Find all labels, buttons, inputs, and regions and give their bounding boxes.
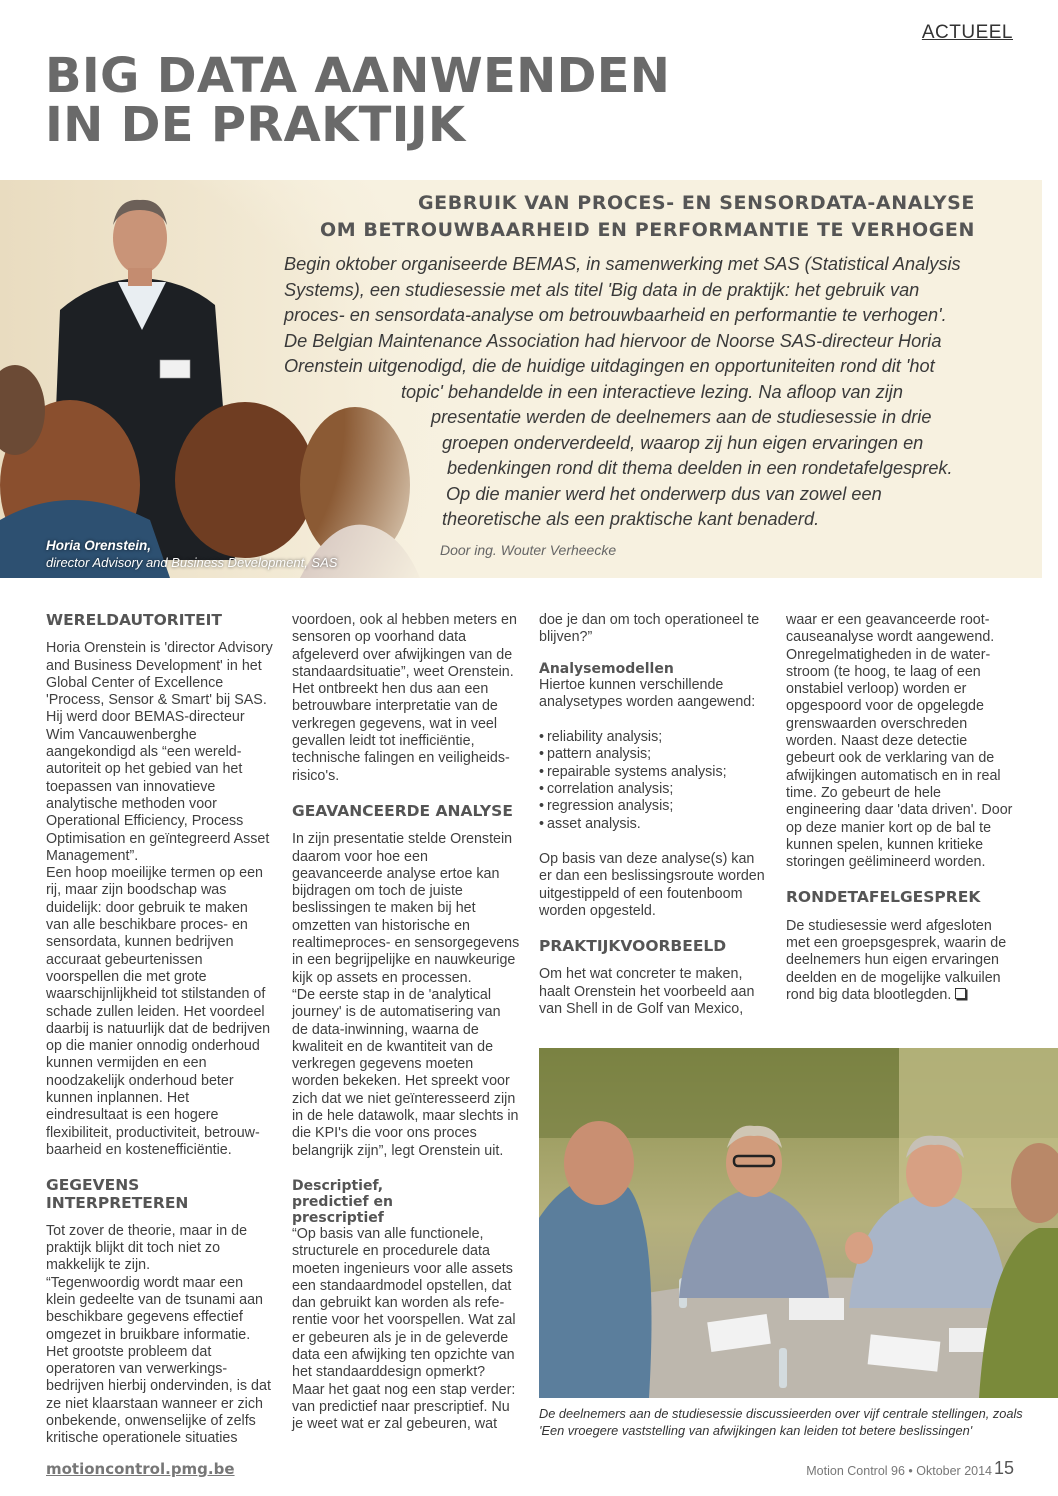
article-headline xyxy=(45,48,671,153)
page-number: 15 xyxy=(993,1458,1014,1478)
paragraph: Hiertoe kunnen verschillende analysetypes worden aangewend: xyxy=(539,676,756,710)
subheading-descriptief: Descriptief, predictief en prescriptief xyxy=(292,1177,393,1226)
article-column-4 xyxy=(786,612,1014,1004)
paragraph: “De eerste stap in de 'analytical journey' is de automatisering van de data-inwinning, waarna de kwaliteit en de kwantiteit van de verkregen gegevens moeten worden bekeken. Het spreekt voor zich dat we niet geïnteresseerd zijn in de hele datawolk, maar slechts in die KPI's die voor ons proces belangrijk zijn”, legt Orenstein uit. xyxy=(292,986,519,1159)
intro-line: Begin oktober organiseerde BEMAS, in samenwerking met SAS (Statistical Analysis xyxy=(284,254,961,274)
list-item: • repairable systems analysis; xyxy=(539,764,767,781)
paragraph: Tot zover de theorie, maar in de praktijk blijkt dit toch niet zo makkelijk te zijn. xyxy=(46,1222,248,1274)
list-item: • regression analysis; xyxy=(539,798,767,815)
article-subtitle xyxy=(300,190,975,244)
analysis-types-list xyxy=(539,729,767,833)
paragraph: Een hoop moeilijke termen op een rij, maar zijn boodschap was duidelijk: door gebruik te maken van alle beschikbare proces- en sensordata, kunnen bedrijven accuraat gebeurtenissen voorspellen die met grote waarschijnlijkheid tot stilstanden of schade zullen leiden. Het voordeel daarbij is natuurlijk dat de bedrijven op die manier onnodig onderhoud kunnen vermijden en een noodzakelijk onderhoud beter kunnen inplannen. Het eindresultaat is een hogere flexibiliteit, productiviteit, betrouwbaarheid en kostenefficiëntie. xyxy=(46,865,271,1158)
paragraph: waar er een geavanceerde root-causeanalyse wordt aangewend. Onregelmatigheden in de waterstroom (te hoog, te laag of een onstabiel verloop) worden er opgespoord voor de opgelegde grenswaarden overschreden worden. Naast deze detectie gebeurt ook de verklaring van de afwijkingen automatisch en in real time. Zo gebeurt de hele engineering daar 'data driven'. Door op deze manier kort op de bal te kunnen spelen, kunnen kritieke storingen geëlimineerd worden. xyxy=(786,612,1013,871)
intro-line: proces- en sensordata-analyse om betrouwbaarheid en performantie te verhogen'. xyxy=(284,305,947,325)
end-mark-icon xyxy=(955,988,966,999)
meeting-photo xyxy=(539,1048,1058,1398)
section-tag: ACTUEEL xyxy=(921,22,1013,43)
issue-info xyxy=(806,1464,992,1478)
heading-gegevens-interpreteren: GEGEVENS INTERPRETEREN xyxy=(46,1176,189,1212)
intro-line: Systems), een studiesessie met als titel 'Big data in de praktijk: het gebruik van xyxy=(284,279,920,300)
intro-line: topic' behandelde in een interactieve lezing. Na afloop van zijn xyxy=(401,381,903,402)
list-item: • asset analysis. xyxy=(539,816,767,833)
website-link[interactable]: motioncontrol.pmg.be xyxy=(46,1460,235,1478)
issue-text: Motion Control 96 • Oktober 2014 xyxy=(806,1464,992,1478)
subtitle-line-1: GEBRUIK VAN PROCES- EN SENSORDATA-ANALYSE xyxy=(417,192,975,214)
paragraph: Horia Orenstein is 'director Advisory and Business Development' in het Global Center of Excellence 'Process, Sensor & Smart' bij SAS. Hij werd door BEMAS-directeur Wim Vancauwenberghe aangekondigd als “een wereldautoriteit op het gebied van het toepassen van innovatieve analytische methoden voor Operational Efficiency, Process Optimisation en geïntegreerd Asset Management”. xyxy=(46,640,273,864)
intro-line: bedenkingen rond dit thema deelden in een rondetafelgesprek. xyxy=(447,458,953,478)
paragraph: In zijn presentatie stelde Orenstein daarom voor hoe een geavanceerde analyse ertoe kan bijdragen om toch de juiste beslissingen te maken bij het omzetten van historische en realtimeproces- en sensorgegevens in een begrijpelijke en nauwkeurige kijk op assets en processen. xyxy=(292,831,520,986)
article-column-3 xyxy=(539,612,767,1018)
heading-wereldautoriteit: WERELDAUTORITEIT xyxy=(46,611,223,629)
byline: Door ing. Wouter Verheecke xyxy=(440,542,617,558)
closing-text: De studiesessie werd afgesloten met een groepsgesprek, waarin de deelnemers hun eigen ervaringen deelden en de mogelijke valkuilen rond big data blootlegden. xyxy=(786,917,1007,1003)
article-column-1 xyxy=(46,612,274,1448)
paragraph: Om het wat concreter te maken, haalt Orenstein het voorbeeld aan van Shell in de Golf van Mexico, xyxy=(539,966,755,1018)
list-item: • pattern analysis; xyxy=(539,746,767,763)
paragraph: Op basis van deze analyse(s) kan er dan een beslissingsroute worden uitgestippeld of een foutenboom worden opgesteld. xyxy=(539,850,765,919)
headline-line-2: IN DE PRAKTIJK xyxy=(45,97,466,153)
intro-line: Op die manier werd het onderwerp dus van zowel een xyxy=(446,483,882,504)
heading-geavanceerde-analyse: GEAVANCEERDE ANALYSE xyxy=(292,801,513,820)
intro-line: presentatie werden de deelnemers aan de studiesessie in drie xyxy=(431,407,932,427)
heading-praktijkvoorbeeld: PRAKTIJKVOORBEELD xyxy=(539,937,727,956)
list-item: • reliability analysis; xyxy=(539,729,767,746)
article-column-2 xyxy=(292,612,520,1433)
speaker-caption xyxy=(46,537,337,571)
headline-line-1: BIG DATA AANWENDEN xyxy=(45,48,671,104)
paragraph: “Op basis van alle functionele, structurele en procedurele data moeten ingenieurs voor alle assets een standaardmodel opstellen, dat dan gebruikt kan worden als referentie voor het voorspellen. Wat zal er gebeuren als je in de geleverde data een afwijking ten opzichte van het standaarddesign opmerkt? Maar het gaat nog een stap verder: van predictief naar prescriptief. Nu je weet wat er zal gebeuren, wat xyxy=(292,1225,516,1433)
meeting-photo-illustration xyxy=(539,1048,1058,1398)
paragraph: “Tegenwoordig wordt maar een klein gedeelte van de tsunami aan beschikbare gegevens effectief omgezet in bruikbare informatie. Het grootste probleem dat operatoren van verwerkingsbedrijven hierbij ondervinden, is dat ze niet klaarstaan wanneer er zich onbekende, onwenselijke of zelfs kritische operationele situaties xyxy=(46,1274,271,1447)
intro-line: theoretische als een praktische kant benaderd. xyxy=(442,509,820,529)
paragraph: doe je dan om toch operationeel te blijven?” xyxy=(539,612,760,646)
heading-rondetafelgesprek: RONDETAFELGESPREK xyxy=(786,888,981,907)
intro-line: groepen onderverdeeld, waarop zij hun eigen ervaringen en xyxy=(442,432,924,453)
subtitle-line-2: OM BETROUWBAARHEID EN PERFORMANTIE TE VERHOGEN xyxy=(319,219,975,241)
intro-line: Orenstein uitgenodigd, die de huidige uitdagingen en opportuniteiten rond dit 'hot xyxy=(284,356,935,376)
paragraph: voordoen, ook al hebben meters en sensoren op voorhand data afgeleverd over afwijkingen van de standaardsituatie”, weet Orenstein. Het ontbreekt hen dus aan een betrouwbare interpretatie van de verkregen gegevens, wat in veel gevallen leidt tot inefficiëntie, technische falingen en veiligheidsrisico's. xyxy=(292,612,517,784)
paragraph xyxy=(786,918,1014,1004)
speaker-name: Horia Orenstein, xyxy=(46,538,152,553)
intro-paragraph xyxy=(284,252,1004,533)
intro-line: De Belgian Maintenance Association had hiervoor de Noorse SAS-directeur Horia xyxy=(284,330,942,351)
list-item: • correlation analysis; xyxy=(539,781,767,798)
speaker-role: director Advisory and Business Development, SAS xyxy=(46,555,338,570)
meeting-photo-caption: De deelnemers aan de studiesessie discussieerden over vijf centrale stellingen, zoals 'Een vroegere vaststelling van afwijkingen kan leiden tot betere beslissingen' xyxy=(539,1406,1023,1438)
subheading-analysemodellen: Analysemodellen xyxy=(539,660,674,677)
